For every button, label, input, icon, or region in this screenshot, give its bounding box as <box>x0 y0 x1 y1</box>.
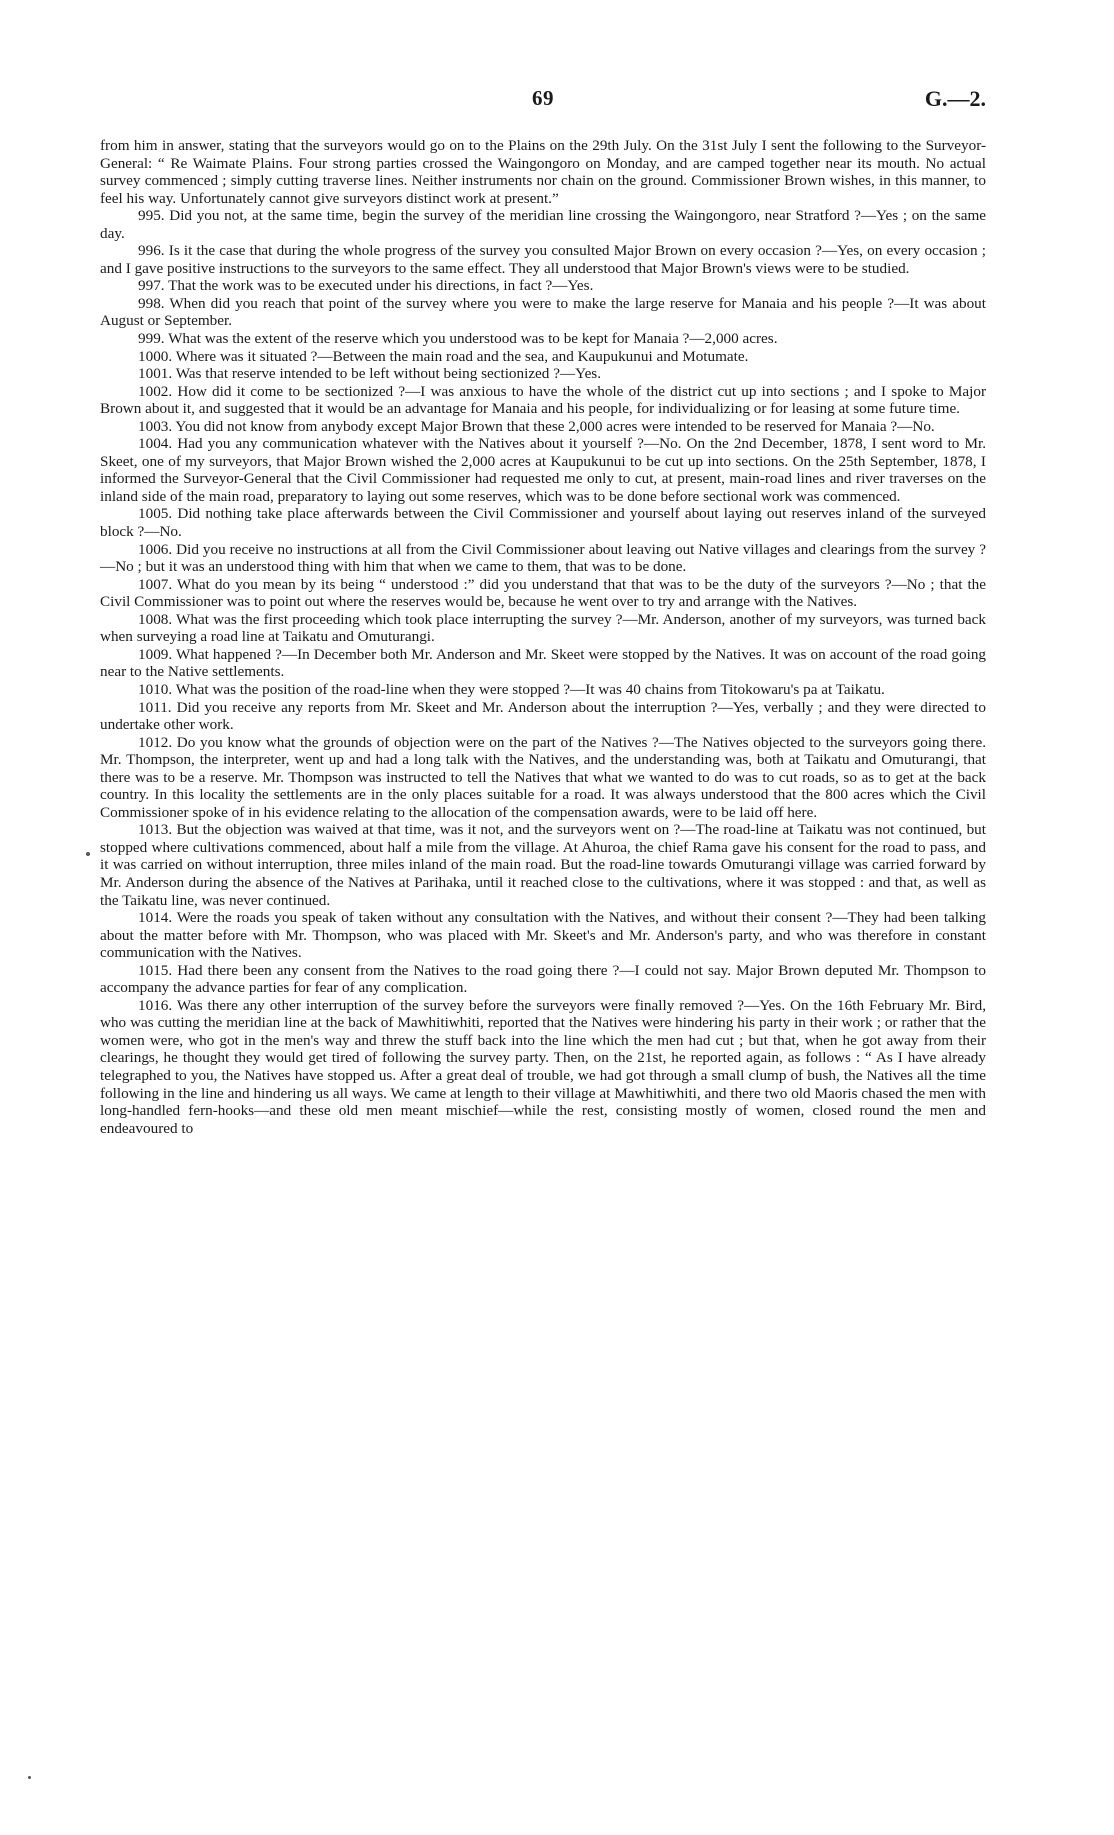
question-999: 999. What was the extent of the reserve which you understood was to be kept for Manaia ?—2,000 acres. <box>138 330 778 348</box>
paragraph-continuation: from him in answer, stating that the surveyors would go on to the Plains on the 29th July. On the 31st July I sent the following to the Surveyor-General: “ Re Waimate Plains. Four strong parties crossed the Waingongoro on Monday, and are camped together near its mouth. No actual survey commenced ; simply cutting traverse lines. Neither instruments nor chain on the ground. Commissioner Brown wishes, in this manner, to feel his way. Unfortunately cannot give surveyors distinct work at present.” <box>100 137 986 207</box>
question-997: 997. That the work was to be executed under his directions, in fact ?—Yes. <box>138 277 594 295</box>
question-1009: 1009. What happened ?—In December both Mr. Anderson and Mr. Skeet were stopped by the Natives. It was on account of the road going near to the Native settlements. <box>100 645 986 681</box>
question-1013: 1013. But the objection was waived at that time, was it not, and the surveyors went on ?—The road-line at Taikatu was not continued, but stopped where cultivations commenced, about half a mile from the village. At Ahuroa, the chief Rama gave his consent for the road to pass, and it was carried on without interruption, three miles inland of the main road. But the road-line towards Omuturangi village was carried forward by Mr. Anderson during the absence of the Natives at Parihaka, until it reached close to the cultivations, where it was stopped : and that, as well as the Taikatu line, was never continued. <box>100 821 986 909</box>
question-1014: 1014. Were the roads you speak of taken without any consultation with the Natives, and without their consent ?—They had been talking about the matter before with Mr. Thompson, who was placed with Mr. Skeet's and Mr. Anderson's party, and who was therefore in constant communication with the Natives. <box>100 909 986 962</box>
question-1008: 1008. What was the first proceeding which took place interrupting the survey ?—Mr. Anderson, another of my surveyors, was turned back when surveying a road line at Taikatu and Omuturangi. <box>100 610 986 646</box>
question-1004: 1004. Had you any communication whatever with the Natives about it yourself ?—No. On the 2nd December, 1878, I sent word to Mr. Skeet, one of my surveyors, that Major Brown wished the 2,000 acres at Kaupukunui to be cut up into sections. On the 25th September, 1878, I informed the Surveyor-General that the Civil Commissioner had requested me only to cut, at present, main-road lines and river traverses on the inland side of the main road, preparatory to laying out some reserves, which was to be done before sectional work was commenced. <box>100 435 986 505</box>
question-1015: 1015. Had there been any consent from the Natives to the road going there ?—I could not say. Major Brown deputed Mr. Thompson to accompany the advance parties for fear of any complication. <box>100 961 986 997</box>
document-reference: G.—2. <box>924 86 986 111</box>
page-header <box>100 86 986 116</box>
question-1001: 1001. Was that reserve intended to be left without being sectionized ?—Yes. <box>138 365 602 383</box>
question-1000: 1000. Where was it situated ?—Between the main road and the sea, and Kaupukunui and Motumate. <box>138 347 749 365</box>
question-996: 996. Is it the case that during the whole progress of the survey you consulted Major Brown on every occasion ?—Yes, on every occasion ; and I gave positive instructions to the surveyors to the same effect. They all understood that Major Brown's views were to be studied. <box>100 242 986 277</box>
question-1006: 1006. Did you receive no instructions at all from the Civil Commissioner about leaving out Native villages and clearings from the survey ?—No ; but it was an understood thing with him that when we came to them, that was to be done. <box>100 540 986 576</box>
margin-speck <box>86 852 90 856</box>
page-number: 69 <box>532 86 554 110</box>
body-text <box>100 137 986 1137</box>
question-1002: 1002. How did it come to be sectionized ?—I was anxious to have the whole of the district cut up into sections ; and I spoke to Major Brown about it, and suggested that it would be an advantage for Manaia and his people, for individualizing or for leasing at some future time. <box>100 382 986 418</box>
margin-speck-bottom <box>28 1776 31 1779</box>
question-995: 995. Did you not, at the same time, begin the survey of the meridian line crossing the Waingongoro, near Stratford ?—Yes ; on the same day. <box>100 207 986 242</box>
question-1011: 1011. Did you receive any reports from Mr. Skeet and Mr. Anderson about the interruption ?—Yes, verbally ; and they were directed to undertake other work. <box>100 698 986 734</box>
question-1012: 1012. Do you know what the grounds of objection were on the part of the Natives ?—The Natives objected to the surveyors going there. Mr. Thompson, the interpreter, went up and had a long talk with the Natives, and the understanding was, both at Taikatu and Omuturangi, that there was to be a reserve. Mr. Thompson was instructed to tell the Natives that what we wanted to do was to cut roads, so as to get at the back country. In this locality the settlements are in the only places suitable for a road. It was always understood that the 800 acres which the Civil Commissioner spoke of in his evidence relating to the allocation of the compensation awards, were to be laid off here. <box>100 733 986 821</box>
question-1003: 1003. You did not know from anybody except Major Brown that these 2,000 acres were intended to be reserved for Manaia ?—No. <box>138 417 935 435</box>
question-1016: 1016. Was there any other interruption of the survey before the surveyors were finally removed ?—Yes. On the 16th February Mr. Bird, who was cutting the meridian line at the back of Mawhitiwhiti, reported that the Natives were hindering his party in their work ; or rather that the women were, who got in the men's way and threw the stuff back into the line which the men had cut ; but that, when he got away from their clearings, he thought they would get tired of following the survey party. Then, on the 21st, he reported again, as follows : “ As I have already telegraphed to you, the Natives have stopped us. After a great deal of trouble, we had got through a small clump of bush, the Natives all the time following in the line and hindering us all ways. We came at length to their village at Mawhitiwhiti, and there two old Maoris chased the men with long-handled fern-hooks—and these old men meant mischief—while the rest, consisting mostly of women, closed round the men and endeavoured to <box>100 996 986 1137</box>
question-998: 998. When did you reach that point of the survey where you were to make the large reserve for Manaia and his people ?—It was about August or September. <box>100 294 986 330</box>
question-1005: 1005. Did nothing take place afterwards between the Civil Commissioner and yourself about laying out reserves inland of the surveyed block ?—No. <box>100 505 986 541</box>
question-1007: 1007. What do you mean by its being “ understood :” did you understand that that was to be the duty of the surveyors ?—No ; that the Civil Commissioner was to point out where the reserves would be, because he went over to try and arrange with the Natives. <box>100 575 986 611</box>
question-1010: 1010. What was the position of the road-line when they were stopped ?—It was 40 chains from Titokowaru's pa at Taikatu. <box>138 680 885 698</box>
